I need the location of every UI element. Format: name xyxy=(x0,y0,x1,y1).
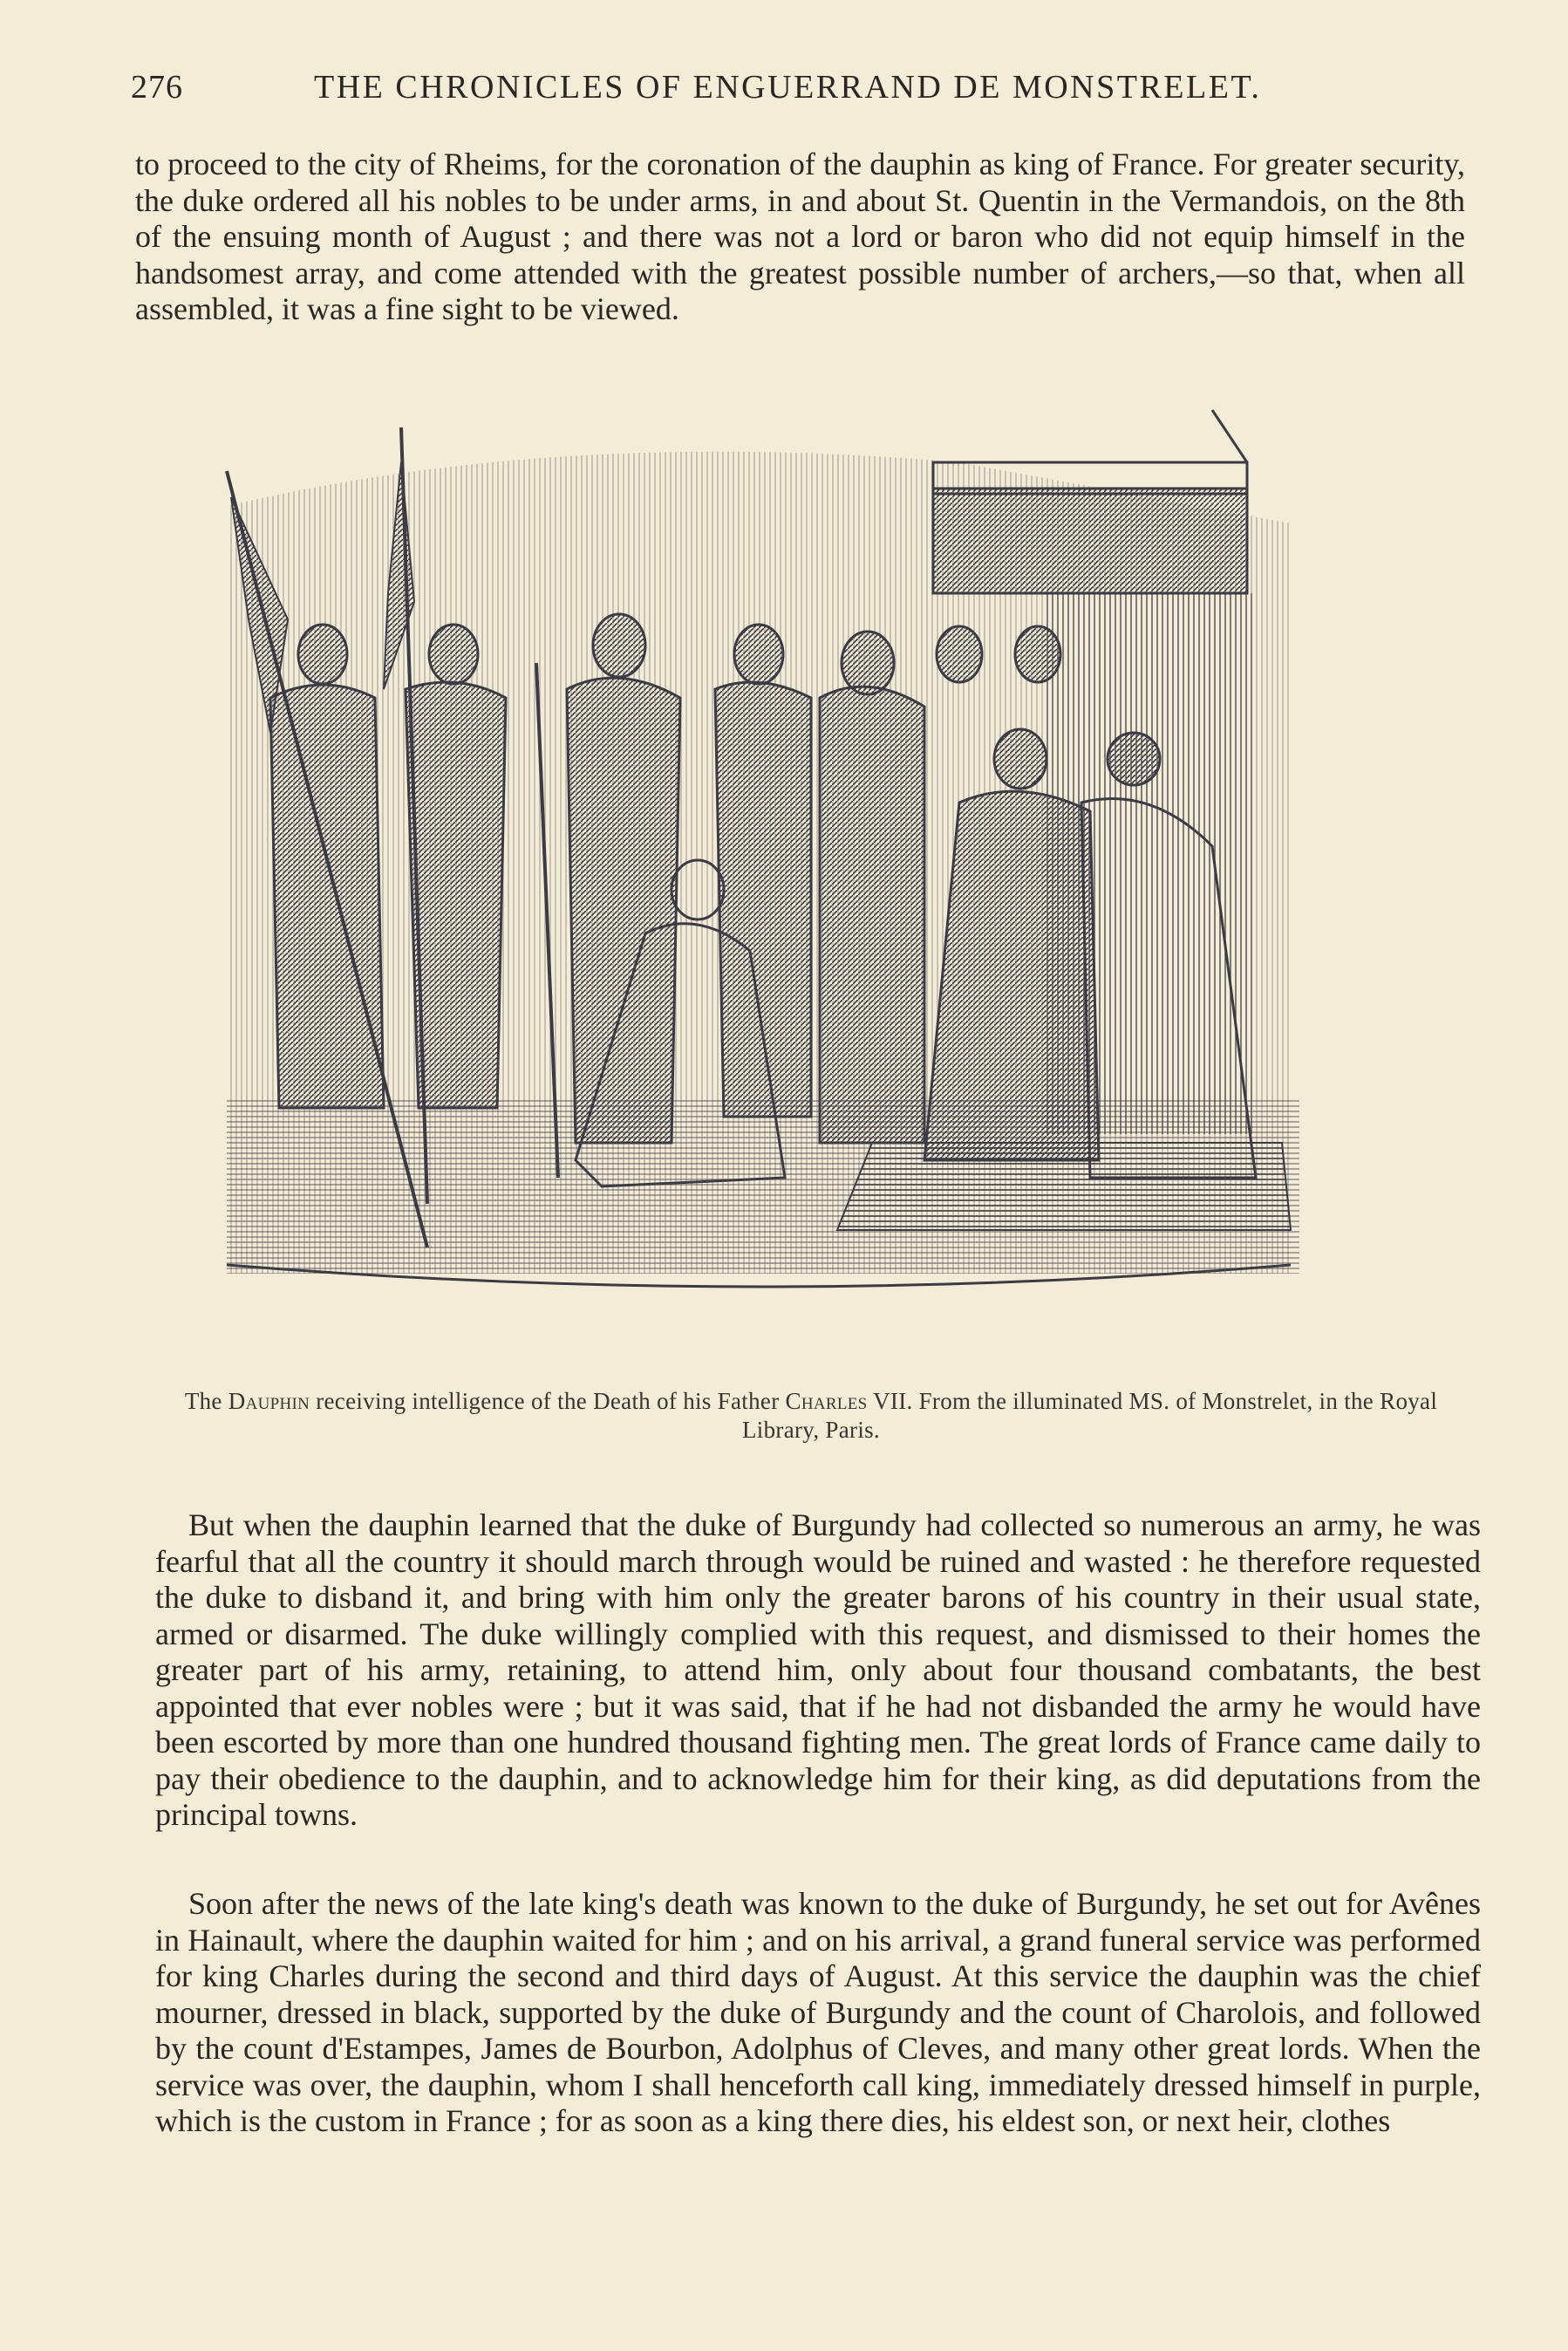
body-paragraph-2: Soon after the news of the late king's death was known to the duke of Burgundy, he set out for Avênes in Hainault, where the dauphin waited for him ; and on his arrival, a grand funeral service was performed for king Charles during the second and third days of August. At this service the dauphin was the chief mourner, dressed in black, supported by the duke of Burgundy and the count of Charolois, and followed by the count d'Estampes, James de Bourbon, Adolphus of Cleves, and many other great lords. When the service was over, the dauphin, whom I shall henceforth call king, immediately dressed himself in purple, which is the custom in France ; for as soon as a king there dies, his eldest son, or next heir, clothes xyxy=(155,1886,1481,2138)
engraving-illustration xyxy=(209,393,1413,1335)
body-paragraph-1: But when the dauphin learned that the duke of Burgundy had collected so numerous an army, he was fearful that all the country it should march through would be ruined and wasted : he therefore requested the duke to disband it, and bring with him only the greater barons of his country in their usual state, armed or disarmed. The duke willingly complied with this request, and dismissed to their homes the greater part of his army, retaining, to attend him, only about four thousand combatants, the best appointed that ever nobles were ; but it was said, that if he had not disbanded the army he would have been escorted by more than one hundred thousand fighting men. The great lords of France came daily to pay their obedience to the dauphin, and to acknowledge him for their king, as did deputations from the principal towns. xyxy=(155,1507,1481,1832)
top-paragraph: to proceed to the city of Rheims, for the coronation of the dauphin as king of France. For greater security, the duke ordered all his nobles to be under arms, in and about St. Quentin in the Vermandois, on the 8th of the ensuing month of August ; and there was not a lord or baron who did not equip himself in the handsomest array, and come attended with the greatest possible number of archers,—so that, when all assembled, it was a fine sight to be viewed. xyxy=(135,147,1465,326)
running-title: THE CHRONICLES OF ENGUERRAND DE MONSTRELET. xyxy=(314,69,1262,106)
caption-text: VII. From the illuminated MS. of Monstrelet, in the Royal Library, Paris. xyxy=(742,1388,1438,1443)
caption-text: receiving intelligence of the Death of his Father xyxy=(310,1388,786,1414)
dais xyxy=(837,1143,1291,1230)
page-header xyxy=(131,68,1465,120)
page-number: 276 xyxy=(131,69,183,106)
canopy xyxy=(933,410,1247,593)
caption-charles: Charles xyxy=(785,1388,868,1414)
caption-dauphin: Dauphin xyxy=(228,1388,310,1414)
caption-text: The xyxy=(184,1388,228,1414)
illustration-caption xyxy=(179,1387,1443,1445)
